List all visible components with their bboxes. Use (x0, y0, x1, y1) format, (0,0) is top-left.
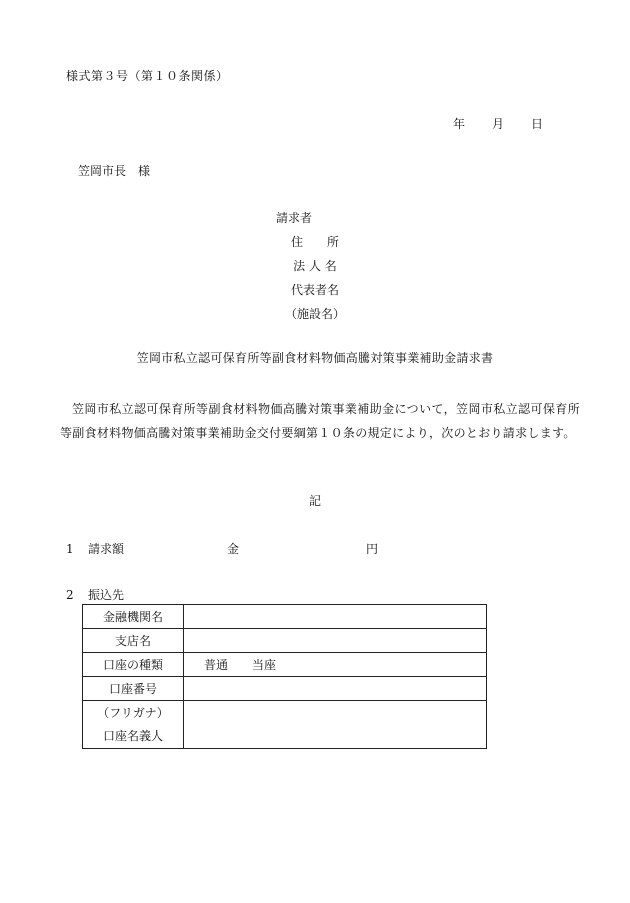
item2-label: 振込先 (88, 588, 125, 602)
table-row (83, 701, 487, 749)
item2-number: 2 (66, 588, 74, 602)
table-row (83, 653, 487, 677)
account-holder-field[interactable] (184, 701, 487, 749)
account-type-checking[interactable]: 当座 (252, 658, 277, 672)
furigana-label: （フリガナ） (97, 705, 169, 720)
body-paragraph: 笠岡市私立認可保育所等副食材料物価高騰対策事業補助金について，笠岡市私立認可保育所等副食材料物価高騰対策事業補助金交付要綱第１０条の規定により，次のとおり請求します。 (60, 402, 580, 440)
addressee: 笠岡市長 様 (78, 164, 151, 178)
date-day-label: 日 (531, 117, 544, 131)
ki-heading: 記 (308, 494, 321, 508)
item1-number: 1 (66, 542, 74, 556)
applicant-facility-label: （施設名） (284, 307, 345, 321)
branch-field[interactable] (184, 629, 487, 653)
table-row (83, 629, 487, 653)
account-number-label: 口座番号 (83, 677, 184, 701)
table-row (83, 605, 487, 629)
item2-transfer-destination (66, 586, 124, 603)
item1-yen-label: 円 (366, 542, 379, 556)
bank-name-field[interactable] (184, 605, 487, 629)
form-number: 様式第３号（第１０条関係） (66, 69, 229, 83)
account-type-label: 口座の種類 (83, 653, 184, 677)
account-holder-label-cell (83, 701, 184, 749)
applicant-corporation-label: 法 人 名 (293, 259, 337, 273)
branch-label: 支店名 (83, 629, 184, 653)
item1-label: 請求額 (88, 542, 125, 556)
account-type-field[interactable] (184, 653, 487, 677)
item1-kin-label: 金 (227, 542, 240, 556)
bank-name-label: 金融機関名 (83, 605, 184, 629)
date-month-label: 月 (492, 117, 505, 131)
document-title: 笠岡市私立認可保育所等副食材料物価高騰対策事業補助金請求書 (136, 351, 494, 365)
account-holder-label: 口座名義人 (102, 728, 163, 743)
item1-request-amount (66, 540, 124, 557)
date-year-label: 年 (453, 117, 466, 131)
account-number-field[interactable] (184, 677, 487, 701)
account-type-ordinary[interactable]: 普通 (204, 658, 229, 672)
applicant-address-label: 住 所 (290, 235, 339, 249)
applicant-heading: 請求者 (276, 211, 313, 225)
bank-info-table (82, 604, 487, 749)
table-row (83, 677, 487, 701)
applicant-representative-label: 代表者名 (290, 283, 339, 297)
